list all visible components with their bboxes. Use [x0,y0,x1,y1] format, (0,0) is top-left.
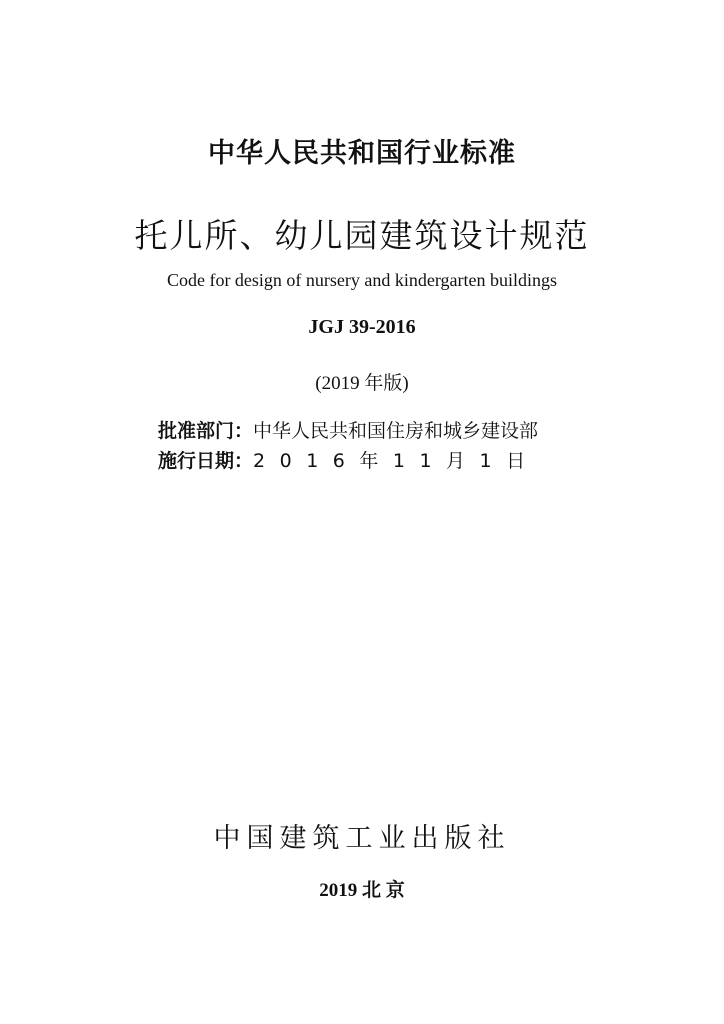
approval-department [158,416,538,443]
standard-series-heading: 中华人民共和国行业标准 [208,138,516,169]
document-title-chinese: 托儿所、幼儿园建筑设计规范 [134,216,590,255]
publication-place-year: 2019 北 京 [319,880,405,901]
effective-value: 2016年11月1日 [253,450,540,472]
publisher-name: 中国建筑工业出版社 [213,823,511,854]
standard-code: JGJ 39-2016 [308,316,416,338]
effective-date [158,446,540,473]
approval-value: 中华人民共和国住房和城乡建设部 [253,420,539,442]
document-title-english: Code for design of nursery and kindergarten buildings [166,270,558,290]
approval-label: 批准部门： [158,420,254,442]
edition-label: (2019 年版) [315,373,409,394]
effective-label: 施行日期： [158,450,254,472]
